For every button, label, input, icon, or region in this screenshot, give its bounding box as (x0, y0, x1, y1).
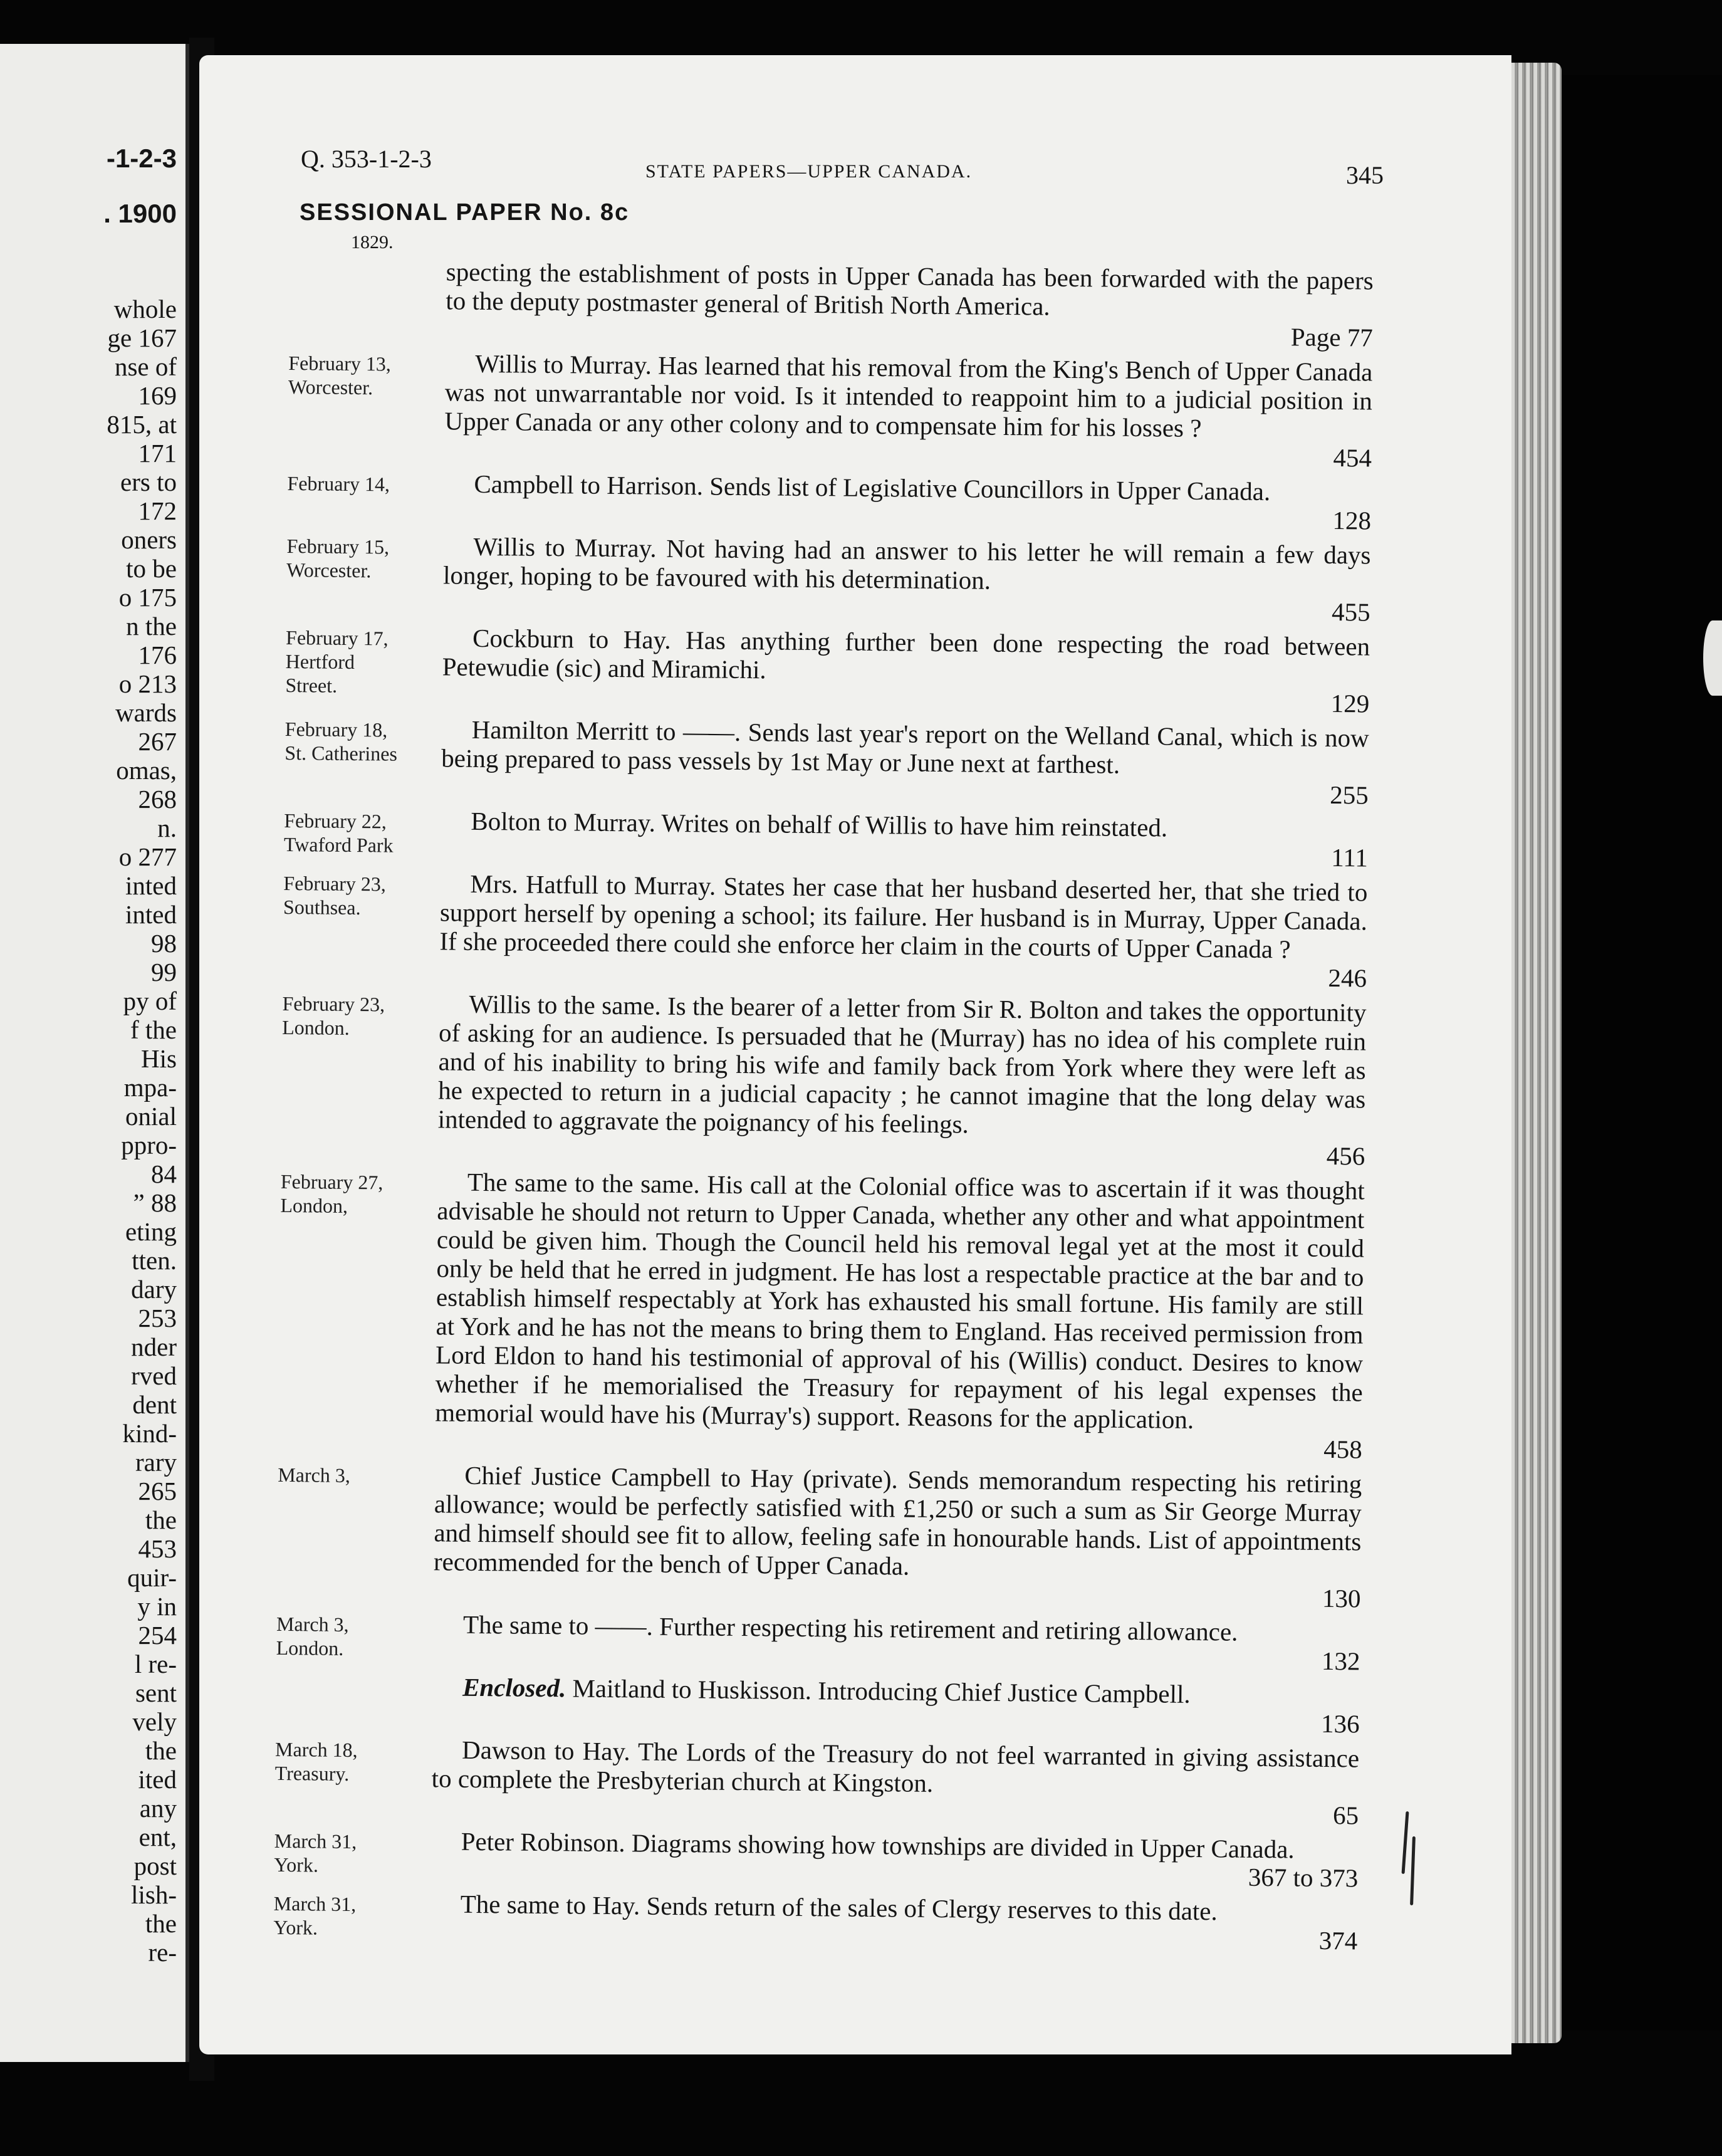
left-page-fragment: ge 167 (107, 323, 177, 352)
entry-text (439, 869, 1367, 964)
entry-page-reference: 111 (1331, 843, 1369, 872)
entry-date-place: March 18, Treasury. (274, 1737, 358, 1786)
entry-page-reference: 65 (1332, 1801, 1359, 1830)
entry-summary: Hamilton Merritt to ——. Sends last year's report on the Welland Canal, which is now being prepared to pass vessels by 1st May or June next at farthest. (441, 714, 1369, 779)
left-page-fragment: y in (137, 1592, 177, 1621)
entry-page-reference: 454 (1333, 443, 1372, 473)
entry-page-reference: 136 (1320, 1709, 1360, 1739)
left-page-fragment: kind- (122, 1419, 177, 1448)
left-page-fragment: 169 (138, 381, 177, 410)
calendar-entry (286, 530, 1383, 626)
left-page-fragment: nse of (114, 352, 177, 381)
entry-date-place: February 13, Worcester. (288, 351, 392, 399)
entry-body (444, 469, 1372, 534)
left-page-fragment: post (133, 1851, 177, 1880)
calendar-entry (287, 468, 1384, 535)
calendar-entry (281, 988, 1379, 1170)
left-page-fragment: eting (125, 1217, 177, 1246)
left-page-fragment: o 175 (118, 583, 177, 612)
left-page-fragment: oners (121, 525, 177, 554)
left-page-fragment: o 277 (118, 842, 177, 871)
left-page-fragment: the (145, 1909, 177, 1938)
left-page-fragment: 176 (138, 641, 177, 669)
entry-summary: The same to the same. His call at the Colonial office was to ascertain if it was thought advisable he should not return to Upper Canada, whether any other and what appointment could be given him. Though the Council held his removal legal yet at the most it could only be held that he erred in judgment. He has lost a respectable practice at the bar and to establish himself respectably at York has exhausted his small fortune. His family are still at York and he has not the means to bring them to England. Has received permission from Lord Eldon to hand his testimonial of approval of his (Willis) conduct. Desires to know whether if he memorialised the Treasury for repayment of his legal expenses the memorial would have his (Murray's) support. Reasons for the application. (435, 1167, 1365, 1434)
calendar-entry (284, 713, 1382, 809)
entry-page-reference: 128 (1332, 505, 1372, 535)
left-page-fragment: sent (135, 1678, 177, 1707)
entry-page-reference: 374 (1318, 1925, 1358, 1955)
left-page-fragment: mpa- (123, 1073, 177, 1102)
calendar-entry (275, 1671, 1372, 1738)
left-page-fragment: to be (126, 554, 177, 583)
left-page-fragment: lish- (131, 1880, 177, 1909)
entry-date-place: February 15, Worcester. (286, 534, 390, 582)
entry-body (439, 869, 1368, 992)
left-page-fragment: ppro- (121, 1131, 177, 1159)
calendar-entry (284, 805, 1381, 872)
left-page-fragment: 815, at (107, 410, 177, 439)
left-page-fragment: rved (131, 1361, 177, 1390)
left-page-fragment: tten. (132, 1246, 177, 1275)
entry-body (435, 1167, 1365, 1463)
entry-summary: Willis to Murray. Has learned that his removal from the King's Bench of Upper Canada was not unwarrantable nor void. Is it intended to reappoint him to a judicial position in Upper Canada or any other colony and to compensate him for his losses ? (444, 348, 1373, 442)
left-page-fragment: inted (125, 871, 177, 900)
left-page-fragment: 267 (138, 727, 177, 756)
left-page-fragment: dary (131, 1275, 177, 1304)
entry-date-place: March 3, (278, 1463, 351, 1487)
left-page-fragment: inted (125, 900, 177, 929)
entry-date-place: February 23, London. (282, 992, 385, 1039)
left-page-fragment: the (145, 1505, 177, 1534)
left-page-fragment: quir- (127, 1563, 177, 1592)
sessional-paper: SESSIONAL PAPER No. 8c (300, 199, 630, 226)
left-page-fragment: ent, (138, 1823, 177, 1851)
entry-summary: Peter Robinson. Diagrams showing how townships are divided in Upper Canada. (461, 1826, 1295, 1864)
left-page-fragment: 171 (138, 439, 177, 468)
entry-date-place: March 31, York. (274, 1829, 357, 1876)
entry-body (437, 989, 1367, 1170)
left-page-fragment: f the (130, 1015, 177, 1044)
left-page-fragment: n. (157, 814, 177, 842)
left-page-fragment: 265 (138, 1477, 177, 1505)
left-page-fragment: 99 (151, 958, 177, 986)
left-page (0, 44, 189, 2062)
left-page-sessional: . 1900 (103, 199, 177, 228)
left-page-fragment: any (139, 1794, 177, 1823)
left-page-fragment: nder (131, 1332, 177, 1361)
left-page-fragment: n the (126, 612, 177, 641)
entry-body (430, 1889, 1358, 1954)
entry-date-place: February 27, London, (280, 1170, 384, 1217)
entry-body (442, 623, 1370, 717)
calendar-entry (283, 867, 1380, 992)
left-page-fragment: 253 (138, 1304, 177, 1332)
entry-summary: The same to ——. Further respecting his retirement and retiring allowance. (462, 1609, 1238, 1646)
entry-body (433, 1460, 1362, 1612)
entry-date-place: March 3, London. (276, 1612, 349, 1660)
calendar-entry (273, 1888, 1370, 1955)
left-page-fragment: dent (132, 1390, 177, 1419)
left-page-fragment: l re- (134, 1650, 177, 1678)
calendar-entry (288, 347, 1385, 472)
calendar-entries (273, 256, 1386, 1961)
entry-text (434, 1460, 1362, 1584)
left-page-fragment: ited (138, 1765, 177, 1794)
entry-text (438, 989, 1367, 1142)
page-title: STATE PAPERS—UPPER CANADA. (645, 161, 973, 182)
entry-summary: Chief Justice Campbell to Hay (private). Sends memorandum respecting his retiring allowance; would be perfectly satisfied with £1,250 or such a sum as Sir George Murray and himself should see fit to allow, feeling safe in honourable hands. List of appointments recommended for the bench of Upper Canada. (433, 1460, 1362, 1581)
entry-summary: Bolton to Murray. Writes on behalf of Willis to have him reinstated. (471, 806, 1168, 842)
entry-body (431, 1735, 1359, 1829)
calendar-entry (274, 1825, 1371, 1892)
entry-summary: specting the establishment of posts in Upper Canada has been forwarded with the papers to the deputy postmaster general of British North America. (446, 257, 1374, 321)
left-page-fragment: 268 (138, 785, 177, 814)
left-page-fragment: 84 (151, 1159, 177, 1188)
entry-text (435, 1167, 1365, 1435)
left-page-fragment: ” 88 (133, 1188, 177, 1217)
left-page-fragment: py of (123, 986, 177, 1015)
entry-body (430, 1826, 1359, 1892)
left-page-fragment: vely (132, 1707, 177, 1736)
entry-summary: Cockburn to Hay. Has anything further been done respecting the road between Petewudie (sic) and Miramichi. (442, 623, 1370, 684)
calendar-entry (289, 256, 1386, 352)
entry-body (432, 1609, 1360, 1675)
page-shadow (1562, 75, 1722, 2031)
entry-date-place: February 17, Hertford Street. (285, 625, 389, 697)
entry-summary: Maitland to Huskisson. Introducing Chief Justice Campbell. (572, 1673, 1191, 1709)
enclosed-label: Enclosed. (462, 1672, 566, 1703)
entry-date-place: February 22, Twaford Park (283, 808, 394, 857)
left-page-fragment: wards (115, 698, 177, 727)
entry-body (432, 1672, 1360, 1737)
entry-body (444, 348, 1373, 471)
entry-page-reference: 255 (1330, 780, 1369, 810)
entry-date-place: February 18, St. Catherines (284, 717, 398, 765)
left-page-fragment: the (145, 1736, 177, 1765)
left-page-fragment: rary (135, 1448, 177, 1477)
entry-page-reference: 455 (1331, 597, 1370, 627)
entry-summary: Dawson to Hay. The Lords of the Treasury do not feel warranted in giving assistance to complete the Presbyterian church at Kingston. (431, 1735, 1360, 1798)
entry-summary: The same to Hay. Sends return of the sales of Clergy reserves to this date. (460, 1889, 1218, 1926)
entry-date-place (289, 256, 446, 342)
entry-date-place (275, 1671, 432, 1729)
entry-summary: Willis to Murray. Not having had an answer to his letter he will remain a few days longer, hoping to be favoured with his determination. (442, 531, 1371, 595)
entry-summary: Willis to the same. Is the bearer of a letter from Sir R. Bolton and takes the opportunity of asking for an audience. Is persuaded that he (Murray) has no idea of his complete ruin and of his inability to bring his wife and family back from York where they were left as he expected to return in a judicial capacity ; he cannot imagine that the long delay was intended to aggravate the poignancy of his feelings. (437, 989, 1367, 1139)
entry-page-reference: 129 (1330, 688, 1370, 718)
entry-page-reference: 246 (1328, 963, 1367, 993)
left-page-fragment: 172 (138, 496, 177, 525)
left-page-fragment: His (141, 1044, 177, 1073)
left-page-fragment: 98 (151, 929, 177, 958)
entry-page-reference: 367 to 373 (1248, 1862, 1359, 1893)
left-page-fragment: re- (148, 1938, 177, 1967)
left-page-fragment: omas, (116, 756, 177, 785)
year: 1829. (351, 232, 394, 253)
entry-summary: Mrs. Hatfull to Murray. States her case that her husband deserted her, that she tried to support herself by opening a school; its failure. Her husband is in Murray, Upper Canada. If she proceeded there could she enforce her claim in the courts of Upper Canada ? (439, 869, 1368, 964)
page-number: 345 (1346, 161, 1384, 189)
entry-body (441, 806, 1369, 871)
left-page-fragment: onial (125, 1102, 177, 1131)
entry-body (446, 257, 1374, 351)
left-page-fragment: whole (113, 295, 177, 323)
entry-date-place: February 23, Southsea. (283, 871, 387, 919)
entry-text (444, 348, 1372, 444)
calendar-entry (276, 1459, 1374, 1613)
left-page-fragment: 254 (138, 1621, 177, 1650)
entry-page-reference: Page 77 (1290, 322, 1374, 352)
left-page-fragment: ers to (120, 468, 177, 496)
calendar-entry (276, 1608, 1373, 1675)
calendar-entry (278, 1166, 1377, 1463)
entry-text (431, 1735, 1359, 1801)
entry-body (442, 531, 1370, 625)
entry-text (441, 714, 1369, 781)
entry-date-place: February 14, (287, 471, 390, 496)
left-page-fragment: o 213 (118, 669, 177, 698)
entry-summary: Campbell to Harrison. Sends list of Legislative Councillors in Upper Canada. (474, 469, 1271, 506)
scan-blot (1703, 620, 1722, 696)
calendar-entry (274, 1734, 1372, 1829)
entry-text (442, 623, 1370, 689)
entry-text (443, 531, 1371, 598)
calendar-entry (285, 622, 1382, 718)
left-page-fragment: 453 (138, 1534, 177, 1563)
page-edges (1511, 63, 1562, 2043)
entry-page-reference: 130 (1322, 1583, 1361, 1613)
entry-body (441, 714, 1369, 808)
page-reference: Q. 353-1-2-3 (301, 145, 432, 173)
left-page-header: -1-2-3 (106, 144, 177, 173)
entry-page-reference: 456 (1326, 1141, 1365, 1171)
entry-page-reference: 132 (1321, 1646, 1360, 1676)
entry-text (446, 257, 1374, 323)
entry-page-reference: 458 (1323, 1434, 1363, 1464)
entry-date-place: March 31, York. (273, 1892, 357, 1939)
